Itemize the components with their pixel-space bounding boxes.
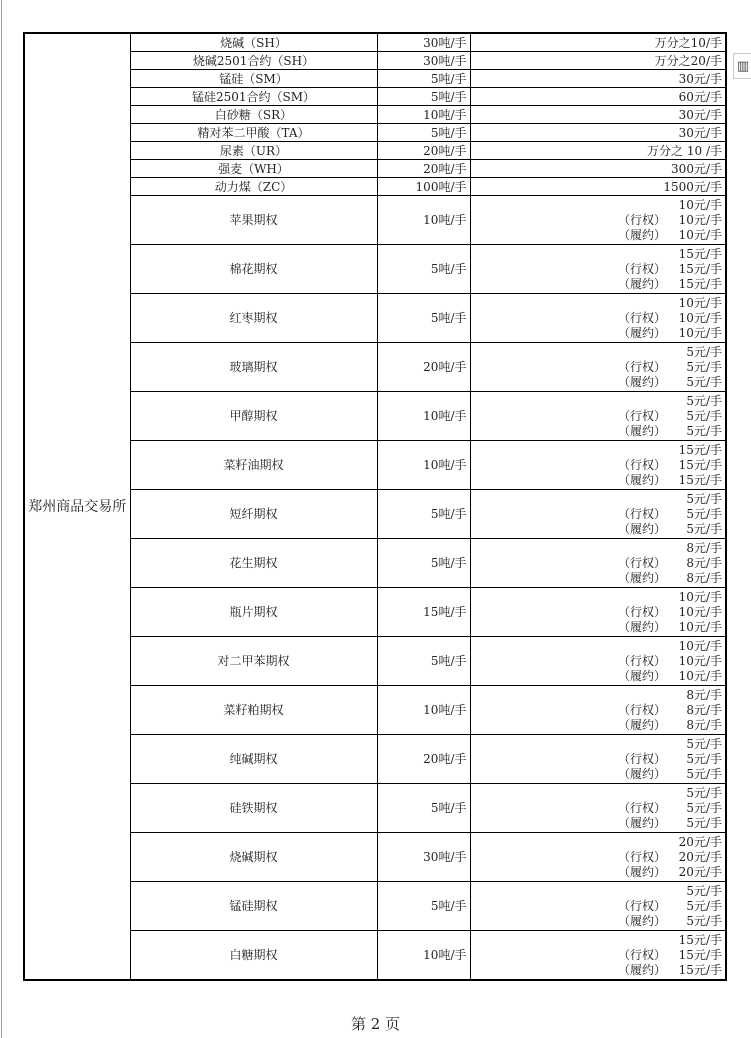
exercise-fee-value: 15元/手	[678, 947, 722, 962]
delivery-fee-value: 8元/手	[686, 570, 722, 585]
delivery-label: （履约）	[618, 668, 667, 683]
delivery-label: （履约）	[618, 423, 667, 438]
delivery-fee-value: 8元/手	[686, 717, 722, 732]
option-name: 锰硅期权	[130, 882, 377, 931]
exercise-fee-value: 8元/手	[686, 702, 722, 717]
option-row	[24, 245, 726, 294]
delivery-fee-line	[471, 375, 723, 390]
option-row	[24, 833, 726, 882]
exercise-fee-line	[471, 360, 723, 375]
table-row	[24, 52, 726, 70]
option-row	[24, 343, 726, 392]
option-unit: 20吨/手	[377, 735, 470, 784]
option-name: 玻璃期权	[130, 343, 377, 392]
trade-fee-line	[471, 492, 723, 507]
delivery-fee-value: 5元/手	[686, 913, 722, 928]
exercise-label: （行权）	[618, 506, 667, 521]
option-name: 甲醇期权	[130, 392, 377, 441]
exercise-fee-line	[471, 556, 723, 571]
delivery-fee-value: 15元/手	[678, 276, 722, 291]
option-fee-lines	[471, 443, 723, 488]
option-fee-cell	[470, 196, 726, 245]
exercise-fee-line	[471, 752, 723, 767]
fee-value: 30元/手	[470, 106, 726, 124]
delivery-fee-line	[471, 522, 723, 537]
exercise-fee-line	[471, 605, 723, 620]
trade-fee-line	[471, 198, 723, 213]
delivery-fee-line	[471, 326, 723, 341]
exercise-fee-value: 15元/手	[678, 261, 722, 276]
contract-unit: 20吨/手	[377, 142, 470, 160]
contract-unit: 100吨/手	[377, 178, 470, 196]
exchange-name: 郑州商品交易所	[24, 33, 130, 980]
page-number: 第 2 页	[350, 1015, 401, 1033]
exercise-fee-value: 5元/手	[686, 506, 722, 521]
exercise-label: （行权）	[618, 457, 667, 472]
trade-fee-value: 10元/手	[678, 295, 722, 310]
delivery-label: （履约）	[618, 472, 667, 487]
delivery-label: （履约）	[618, 913, 667, 928]
contract-name: 锰硅（SM）	[130, 70, 377, 88]
delivery-fee-value: 5元/手	[686, 521, 722, 536]
option-name: 瓶片期权	[130, 588, 377, 637]
delivery-fee-value: 5元/手	[686, 766, 722, 781]
trade-fee-value: 15元/手	[678, 442, 722, 457]
option-fee-lines	[471, 247, 723, 292]
option-fee-lines	[471, 198, 723, 243]
delivery-fee-line	[471, 718, 723, 733]
sidebar-toggle-icon[interactable]: ▥	[733, 53, 751, 79]
trade-fee-value: 10元/手	[678, 197, 722, 212]
trade-fee-line	[471, 933, 723, 948]
trade-fee-line	[471, 884, 723, 899]
delivery-label: （履约）	[618, 766, 667, 781]
exercise-fee-value: 5元/手	[686, 359, 722, 374]
contract-name: 动力煤（ZC）	[130, 178, 377, 196]
contract-unit: 30吨/手	[377, 52, 470, 70]
exercise-fee-value: 5元/手	[686, 898, 722, 913]
exercise-label: （行权）	[618, 261, 667, 276]
exercise-fee-line	[471, 262, 723, 277]
delivery-label: （履约）	[618, 864, 667, 879]
exercise-label: （行权）	[618, 947, 667, 962]
option-name: 菜籽粕期权	[130, 686, 377, 735]
delivery-label: （履约）	[618, 227, 667, 242]
exercise-fee-value: 10元/手	[678, 604, 722, 619]
table-row	[24, 142, 726, 160]
trade-fee-value: 5元/手	[686, 736, 722, 751]
delivery-fee-line	[471, 816, 723, 831]
delivery-fee-line	[471, 963, 723, 978]
trade-fee-value: 5元/手	[686, 883, 722, 898]
delivery-label: （履约）	[618, 570, 667, 585]
trade-fee-line	[471, 639, 723, 654]
delivery-fee-value: 15元/手	[678, 472, 722, 487]
option-row	[24, 196, 726, 245]
option-unit: 10吨/手	[377, 931, 470, 981]
trade-fee-line	[471, 345, 723, 360]
option-fee-lines	[471, 345, 723, 390]
exercise-fee-value: 5元/手	[686, 800, 722, 815]
exercise-fee-line	[471, 458, 723, 473]
option-fee-lines	[471, 394, 723, 439]
delivery-label: （履约）	[618, 521, 667, 536]
delivery-fee-value: 5元/手	[686, 374, 722, 389]
trade-fee-line	[471, 443, 723, 458]
exercise-label: （行权）	[618, 751, 667, 766]
option-unit: 10吨/手	[377, 441, 470, 490]
trade-fee-value: 8元/手	[686, 687, 722, 702]
option-unit: 5吨/手	[377, 245, 470, 294]
contract-name: 白砂糖（SR）	[130, 106, 377, 124]
contract-unit: 10吨/手	[377, 106, 470, 124]
option-name: 花生期权	[130, 539, 377, 588]
option-fee-cell	[470, 637, 726, 686]
option-fee-cell	[470, 294, 726, 343]
fee-value: 300元/手	[470, 160, 726, 178]
exercise-label: （行权）	[618, 653, 667, 668]
option-fee-cell	[470, 686, 726, 735]
option-fee-cell	[470, 735, 726, 784]
option-fee-lines	[471, 541, 723, 586]
fee-value: 万分之20/手	[470, 52, 726, 70]
option-name: 菜籽油期权	[130, 441, 377, 490]
option-name: 硅铁期权	[130, 784, 377, 833]
trade-fee-line	[471, 835, 723, 850]
exercise-fee-value: 5元/手	[686, 408, 722, 423]
option-fee-cell	[470, 539, 726, 588]
exercise-fee-line	[471, 654, 723, 669]
trade-fee-value: 15元/手	[678, 246, 722, 261]
exercise-fee-value: 10元/手	[678, 212, 722, 227]
option-name: 红枣期权	[130, 294, 377, 343]
exercise-fee-line	[471, 850, 723, 865]
delivery-fee-line	[471, 914, 723, 929]
option-fee-lines	[471, 590, 723, 635]
option-unit: 5吨/手	[377, 882, 470, 931]
option-row	[24, 784, 726, 833]
option-unit: 10吨/手	[377, 196, 470, 245]
table-row	[24, 88, 726, 106]
contract-name: 锰硅2501合约（SM）	[130, 88, 377, 106]
option-fee-lines	[471, 688, 723, 733]
option-fee-cell	[470, 490, 726, 539]
delivery-label: （履约）	[618, 619, 667, 634]
option-unit: 10吨/手	[377, 392, 470, 441]
option-fee-lines	[471, 933, 723, 978]
option-unit: 20吨/手	[377, 343, 470, 392]
option-name: 白糖期权	[130, 931, 377, 981]
option-row	[24, 931, 726, 981]
delivery-fee-value: 15元/手	[678, 962, 722, 977]
table-row	[24, 160, 726, 178]
contract-name: 尿素（UR）	[130, 142, 377, 160]
delivery-label: （履约）	[618, 815, 667, 830]
option-unit: 5吨/手	[377, 539, 470, 588]
option-fee-cell	[470, 784, 726, 833]
option-name: 纯碱期权	[130, 735, 377, 784]
exercise-label: （行权）	[618, 408, 667, 423]
trade-fee-value: 5元/手	[686, 785, 722, 800]
option-fee-lines	[471, 639, 723, 684]
delivery-fee-line	[471, 669, 723, 684]
contract-name: 精对苯二甲酸（TA）	[130, 124, 377, 142]
exercise-label: （行权）	[618, 800, 667, 815]
option-fee-lines	[471, 835, 723, 880]
fee-value: 60元/手	[470, 88, 726, 106]
exercise-fee-line	[471, 948, 723, 963]
trade-fee-value: 5元/手	[686, 393, 722, 408]
option-fee-cell	[470, 882, 726, 931]
contract-name: 强麦（WH）	[130, 160, 377, 178]
exercise-label: （行权）	[618, 849, 667, 864]
option-row	[24, 882, 726, 931]
delivery-fee-value: 10元/手	[678, 227, 722, 242]
option-fee-lines	[471, 492, 723, 537]
option-fee-lines	[471, 786, 723, 831]
trade-fee-line	[471, 541, 723, 556]
option-fee-cell	[470, 392, 726, 441]
delivery-fee-line	[471, 424, 723, 439]
contract-name: 烧碱2501合约（SH）	[130, 52, 377, 70]
option-name: 棉花期权	[130, 245, 377, 294]
option-name: 短纤期权	[130, 490, 377, 539]
delivery-fee-value: 5元/手	[686, 815, 722, 830]
trade-fee-value: 15元/手	[678, 932, 722, 947]
option-fee-cell	[470, 441, 726, 490]
fee-table	[23, 32, 727, 981]
delivery-fee-line	[471, 767, 723, 782]
trade-fee-line	[471, 737, 723, 752]
exercise-fee-line	[471, 899, 723, 914]
delivery-label: （履约）	[618, 962, 667, 977]
exercise-fee-line	[471, 311, 723, 326]
page-left-edge	[1, 0, 2, 1038]
option-row	[24, 294, 726, 343]
trade-fee-line	[471, 590, 723, 605]
contract-unit: 30吨/手	[377, 33, 470, 52]
delivery-fee-line	[471, 620, 723, 635]
trade-fee-line	[471, 247, 723, 262]
option-row	[24, 637, 726, 686]
option-row	[24, 588, 726, 637]
delivery-fee-line	[471, 473, 723, 488]
trade-fee-value: 10元/手	[678, 589, 722, 604]
exercise-fee-line	[471, 213, 723, 228]
contract-unit: 5吨/手	[377, 124, 470, 142]
option-row	[24, 441, 726, 490]
exercise-fee-line	[471, 801, 723, 816]
delivery-fee-value: 10元/手	[678, 619, 722, 634]
option-unit: 5吨/手	[377, 294, 470, 343]
exercise-label: （行权）	[618, 898, 667, 913]
option-fee-lines	[471, 884, 723, 929]
delivery-label: （履约）	[618, 374, 667, 389]
option-row	[24, 686, 726, 735]
exercise-fee-value: 15元/手	[678, 457, 722, 472]
exercise-label: （行权）	[618, 359, 667, 374]
fee-table-body	[24, 33, 726, 980]
contract-unit: 20吨/手	[377, 160, 470, 178]
trade-fee-value: 20元/手	[678, 834, 722, 849]
option-row	[24, 539, 726, 588]
table-row	[24, 106, 726, 124]
option-name: 烧碱期权	[130, 833, 377, 882]
delivery-fee-line	[471, 228, 723, 243]
option-unit: 5吨/手	[377, 490, 470, 539]
exercise-fee-value: 5元/手	[686, 751, 722, 766]
contract-unit: 5吨/手	[377, 88, 470, 106]
option-unit: 5吨/手	[377, 637, 470, 686]
delivery-fee-line	[471, 277, 723, 292]
option-unit: 5吨/手	[377, 784, 470, 833]
option-fee-cell	[470, 245, 726, 294]
option-fee-cell	[470, 343, 726, 392]
trade-fee-value: 5元/手	[686, 344, 722, 359]
delivery-fee-line	[471, 865, 723, 880]
exercise-fee-value: 10元/手	[678, 310, 722, 325]
delivery-fee-line	[471, 571, 723, 586]
option-fee-cell	[470, 588, 726, 637]
exercise-label: （行权）	[618, 702, 667, 717]
trade-fee-line	[471, 394, 723, 409]
exercise-label: （行权）	[618, 310, 667, 325]
option-name: 对二甲苯期权	[130, 637, 377, 686]
option-fee-lines	[471, 296, 723, 341]
fee-value: 1500元/手	[470, 178, 726, 196]
delivery-fee-value: 20元/手	[678, 864, 722, 879]
option-fee-cell	[470, 833, 726, 882]
trade-fee-value: 8元/手	[686, 540, 722, 555]
option-fee-lines	[471, 737, 723, 782]
option-unit: 15吨/手	[377, 588, 470, 637]
exercise-label: （行权）	[618, 604, 667, 619]
trade-fee-value: 5元/手	[686, 491, 722, 506]
delivery-label: （履约）	[618, 325, 667, 340]
exercise-fee-value: 10元/手	[678, 653, 722, 668]
fee-value: 30元/手	[470, 70, 726, 88]
table-row	[24, 124, 726, 142]
table-row	[24, 33, 726, 52]
option-name: 苹果期权	[130, 196, 377, 245]
option-unit: 10吨/手	[377, 686, 470, 735]
delivery-fee-value: 5元/手	[686, 423, 722, 438]
fee-value: 万分之 10 /手	[470, 142, 726, 160]
table-row	[24, 178, 726, 196]
exercise-fee-line	[471, 703, 723, 718]
trade-fee-value: 10元/手	[678, 638, 722, 653]
trade-fee-line	[471, 688, 723, 703]
table-row	[24, 70, 726, 88]
contract-name: 烧碱（SH）	[130, 33, 377, 52]
trade-fee-line	[471, 786, 723, 801]
exercise-fee-line	[471, 409, 723, 424]
fee-value: 30元/手	[470, 124, 726, 142]
option-row	[24, 490, 726, 539]
option-fee-cell	[470, 931, 726, 981]
trade-fee-line	[471, 296, 723, 311]
option-row	[24, 735, 726, 784]
contract-unit: 5吨/手	[377, 70, 470, 88]
delivery-label: （履约）	[618, 717, 667, 732]
exercise-fee-value: 8元/手	[686, 555, 722, 570]
exercise-label: （行权）	[618, 212, 667, 227]
option-row	[24, 392, 726, 441]
delivery-fee-value: 10元/手	[678, 325, 722, 340]
exercise-fee-line	[471, 507, 723, 522]
option-unit: 30吨/手	[377, 833, 470, 882]
exercise-fee-value: 20元/手	[678, 849, 722, 864]
delivery-fee-value: 10元/手	[678, 668, 722, 683]
fee-value: 万分之10/手	[470, 33, 726, 52]
delivery-label: （履约）	[618, 276, 667, 291]
exercise-label: （行权）	[618, 555, 667, 570]
